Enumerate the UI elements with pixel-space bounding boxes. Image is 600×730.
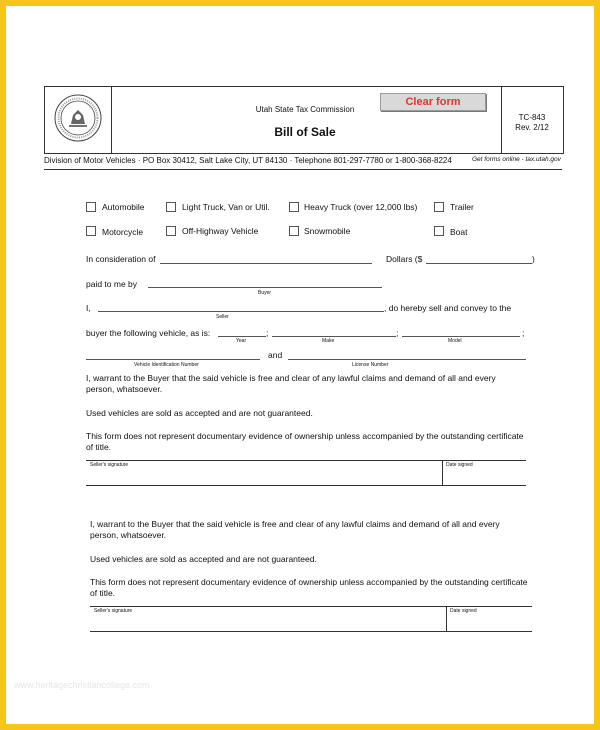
clear-form-button[interactable]: Clear form [380, 93, 486, 111]
motorcycle-checkbox[interactable] [86, 226, 96, 236]
seller-signature-field-2[interactable] [92, 614, 444, 630]
trailer-label: Trailer [450, 202, 474, 212]
buyer-vehicle-label: buyer the following vehicle, as is: [86, 328, 211, 338]
date-signed-field-1[interactable] [444, 468, 524, 484]
automobile-checkbox[interactable] [86, 202, 96, 212]
form-page: Utah State Tax Commission Bill of Sale TC-843 Rev. 2/12 Clear form Division of Motor Vehicles · PO Box 30412, Salt Lake City, UT 84130 · Telephone 801-297-7780 or 1-800-368-8224 Get forms online - tax.utah.gov Automobile Light Truck, Van or Util. Heavy Truck (over 12,000 lbs) Trailer Motorcycle Off-Highway Vehicle Snowmobile Boat In consideration of Dollars ($ ) paid to me by Buyer I, Seller , do hereby sell and convey to the buyer the following vehicle, as is: ; ; ; Year Make Model and Vehicle Identification Number License Number I, warrant to the Buyer that the said vehicle is free and clear of any lawful claims and demand of all and every person, whatsoever. Used vehicles are sold as accepted and are not guaranteed. This form does not represent documentary evidence of ownership unless accompanied by the outstanding certificate of title. Seller's signature Date signed I, warrant to the Buyer that the said vehicle is free and clear of any lawful claims and demand of all and every person, whatsoever. Used vehicles are sold as accepted and are not guaranteed. This form does not represent documentary evidence of ownership unless accompanied by the outstanding certificate of title. Seller's signature Date signed www.heritagechristiancollege.com [6, 6, 594, 724]
notice-text-2: This form does not represent documentary evidence of ownership unless accompanied by the outstanding certificate of title. [90, 577, 528, 598]
date-signed-field-2[interactable] [448, 614, 530, 630]
warrant-text-2: I, warrant to the Buyer that the said vehicle is free and clear of any lawful claims and demand of all and every person, whatsoever. [90, 519, 500, 540]
used-vehicles-text-1: Used vehicles are sold as accepted and are not guaranteed. [86, 408, 313, 418]
paid-to-me-label: paid to me by [86, 279, 138, 289]
warrant-text-1: I, warrant to the Buyer that the said vehicle is free and clear of any lawful claims and demand of all and every person, whatsoever. [86, 373, 496, 394]
vin-caption: Vehicle Identification Number [134, 362, 199, 368]
boat-checkbox[interactable] [434, 226, 444, 236]
light-truck-label: Light Truck, Van or Util. [182, 202, 270, 212]
buyer-caption: Buyer [258, 290, 272, 296]
agency-name: Utah State Tax Commission [255, 105, 355, 114]
heavy-truck-label: Heavy Truck (over 12,000 lbs) [304, 202, 418, 212]
form-title: Bill of Sale [274, 125, 336, 139]
model-field[interactable] [402, 336, 520, 337]
consideration-field[interactable] [160, 263, 372, 264]
header-box [44, 86, 564, 154]
signature-top-line-1 [86, 460, 526, 461]
seller-signature-label-2: Seller's signature [94, 608, 133, 614]
snowmobile-checkbox[interactable] [289, 226, 299, 236]
vin-field[interactable] [86, 359, 260, 360]
motorcycle-label: Motorcycle [102, 227, 144, 237]
seller-field[interactable] [98, 311, 384, 312]
date-signed-label-2: Date signed [450, 608, 477, 614]
year-field[interactable] [218, 336, 266, 337]
seller-caption: Seller [216, 314, 229, 320]
buyer-field[interactable] [148, 287, 382, 288]
division-line: Division of Motor Vehicles · PO Box 30412, Salt Lake City, UT 84130 · Telephone 801-297-7780 or 1-800-368-8224 [44, 156, 452, 165]
watermark: www.heritagechristiancollege.com [14, 680, 150, 690]
year-caption: Year [236, 338, 247, 344]
heavy-truck-checkbox[interactable] [289, 202, 299, 212]
light-truck-checkbox[interactable] [166, 202, 176, 212]
form-number: TC-843 [518, 113, 546, 122]
trailer-checkbox[interactable] [434, 202, 444, 212]
signature-bottom-line-1 [86, 485, 526, 486]
snowmobile-label: Snowmobile [304, 226, 351, 236]
model-caption: Model [448, 338, 462, 344]
date-signed-label-1: Date signed [446, 462, 473, 468]
sell-convey-text: , do hereby sell and convey to the [384, 303, 512, 313]
forms-online: Get forms online - tax.utah.gov [472, 156, 561, 163]
make-field[interactable] [272, 336, 396, 337]
form-revision: Rev. 2/12 [515, 123, 549, 132]
used-vehicles-text-2: Used vehicles are sold as accepted and are not guaranteed. [90, 554, 317, 564]
notice-text-1: This form does not represent documentary evidence of ownership unless accompanied by the outstanding certificate of title. [86, 431, 524, 452]
header-divider [44, 169, 562, 170]
seller-signature-label-1: Seller's signature [90, 462, 129, 468]
and-label: and [268, 350, 283, 360]
i-label: I, [86, 303, 91, 313]
dollars-label: Dollars ($ [386, 254, 423, 264]
license-caption: License Number [352, 362, 389, 368]
automobile-label: Automobile [102, 202, 145, 212]
signature-bottom-line-2 [90, 631, 532, 632]
seller-signature-field-1[interactable] [88, 468, 440, 484]
license-field[interactable] [288, 359, 526, 360]
dollars-field[interactable] [426, 263, 532, 264]
off-highway-label: Off-Highway Vehicle [182, 226, 259, 236]
make-caption: Make [322, 338, 335, 344]
consideration-label: In consideration of [86, 254, 156, 264]
state-seal-icon [53, 93, 103, 143]
off-highway-checkbox[interactable] [166, 226, 176, 236]
boat-label: Boat [450, 227, 468, 237]
signature-top-line-2 [90, 606, 532, 607]
